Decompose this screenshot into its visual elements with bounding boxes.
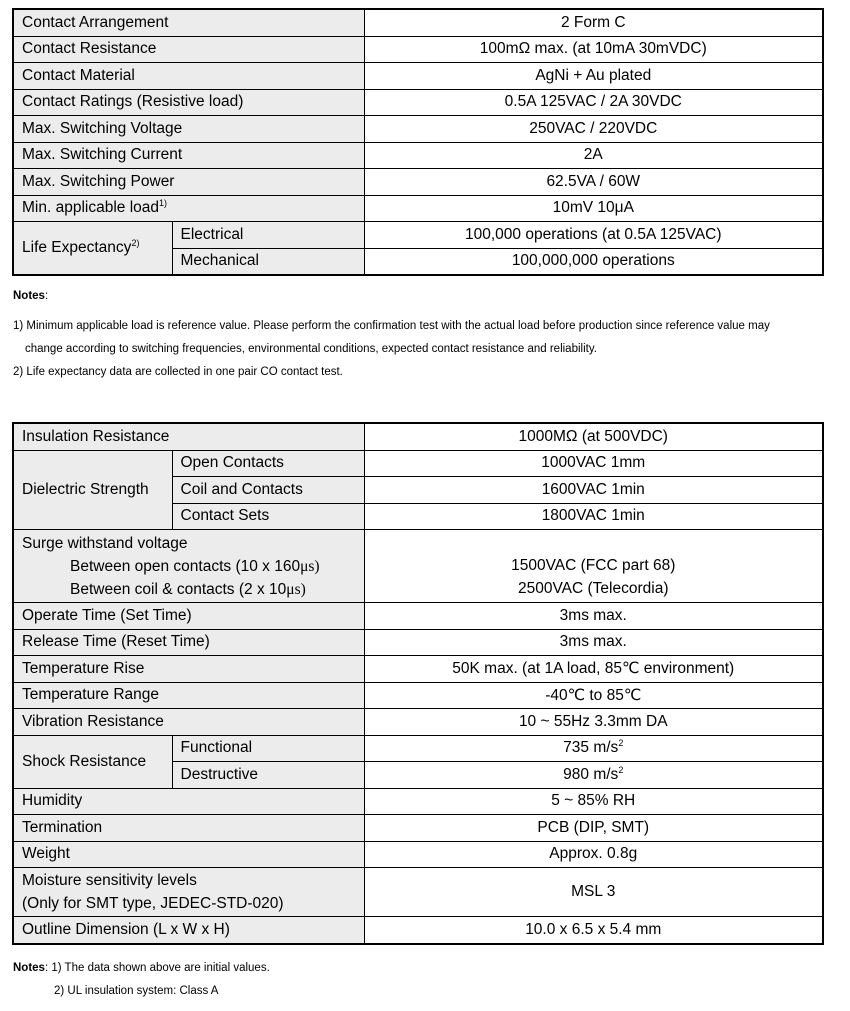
- spec-label: Contact Resistance: [13, 36, 364, 63]
- spec-label-min-load: Min. applicable load$^{1)}$: [13, 195, 364, 222]
- spec-value: 2 Form C: [364, 9, 823, 36]
- table-row: [13, 709, 823, 736]
- spec-label: Operate Time (Set Time): [13, 603, 364, 630]
- spec-value: 3ms max.: [364, 603, 823, 630]
- dielectric-label: Dielectric Strength: [13, 450, 172, 530]
- characteristics-table: [12, 422, 824, 945]
- table-row: [13, 36, 823, 63]
- spec-label: Contact Arrangement: [13, 9, 364, 36]
- spec-label: Weight: [13, 841, 364, 868]
- notes-line-2: 2) UL insulation system: Class A: [54, 985, 219, 997]
- footnote-ref: 1): [159, 198, 168, 209]
- spec-label: Max. Switching Voltage: [13, 116, 364, 143]
- table-row: [13, 63, 823, 90]
- table-row: [13, 195, 823, 222]
- surge-values: [364, 530, 823, 603]
- insulation-label: Insulation Resistance: [13, 423, 364, 450]
- dielectric-value: 1800VAC 1min: [364, 503, 823, 530]
- table-row: [13, 222, 823, 249]
- spec-value: 250VAC / 220VDC: [364, 116, 823, 143]
- outline-label: Outline Dimension (L x W x H): [13, 917, 364, 944]
- spec-label: Vibration Resistance: [13, 709, 364, 736]
- shock-label: Shock Resistance: [13, 735, 172, 788]
- dielectric-value: 1000VAC 1mm: [364, 450, 823, 477]
- spec-value: AgNi + Au plated: [364, 63, 823, 90]
- contact-notes: [13, 285, 823, 384]
- table-row: [13, 656, 823, 683]
- note-1: 1) Minimum applicable load is reference value. Please perform the confirmation test with the actual load before production since reference value may: [13, 320, 770, 332]
- spec-label: Max. Switching Power: [13, 169, 364, 196]
- spec-value: Approx. 0.8g: [364, 841, 823, 868]
- table-row: [13, 169, 823, 196]
- spec-label: Contact Material: [13, 63, 364, 90]
- spec-value: 0.5A 125VAC / 2A 30VDC: [364, 89, 823, 116]
- moisture-label: Moisture sensitivity levels (Only for SMT type, JEDEC-STD-020): [13, 868, 364, 917]
- surge-coil-value: 2500VAC (Telecordia): [518, 580, 669, 597]
- note-2: 2) Life expectancy data are collected in one pair CO contact test.: [13, 366, 343, 378]
- note-1-continued: change according to switching frequencies, environmental conditions, expected contact resistance and reliability.: [25, 343, 597, 355]
- dielectric-sub-label: Coil and Contacts: [172, 477, 364, 504]
- spec-value: PCB (DIP, SMT): [364, 815, 823, 842]
- functional-label: Functional: [172, 735, 364, 762]
- table-row: [13, 788, 823, 815]
- notes-line-1: Notes: 1) The data shown above are initial values.: [13, 962, 270, 974]
- footnote-ref: 2): [131, 237, 140, 248]
- dielectric-sub-label: Contact Sets: [172, 503, 364, 530]
- mechanical-value: 100,000,000 operations: [364, 248, 823, 275]
- spec-value: 10 ~ 55Hz 3.3mm DA: [364, 709, 823, 736]
- mechanical-label: Mechanical: [172, 248, 364, 275]
- spec-value: 2A: [364, 142, 823, 169]
- spec-value: 5 ~ 85% RH: [364, 788, 823, 815]
- characteristics-notes: [13, 957, 823, 1003]
- surge-label: Surge withstand voltage Between open contacts (10 x 160μs) Between coil & contacts (2 x 10μs): [13, 530, 364, 603]
- electrical-label: Electrical: [172, 222, 364, 249]
- table-row: [13, 89, 823, 116]
- destructive-value: 980 $m/s^2$: [364, 762, 823, 789]
- spec-label: Temperature Range: [13, 682, 364, 709]
- table-row: [13, 815, 823, 842]
- surge-open-label: Between open contacts (10 x 160μs): [70, 557, 320, 575]
- table-row: [13, 603, 823, 630]
- contact-specs-table: [12, 8, 824, 276]
- life-expectancy-label: Life Expectancy$^{2)}$: [13, 222, 172, 276]
- spec-label: Temperature Rise: [13, 656, 364, 683]
- table-row: [13, 629, 823, 656]
- table-row: [13, 9, 823, 36]
- table-row: [13, 530, 823, 603]
- surge-open-value: 1500VAC (FCC part 68): [511, 557, 676, 574]
- dielectric-sub-label: Open Contacts: [172, 450, 364, 477]
- spec-value: 3ms max.: [364, 629, 823, 656]
- table-row: [13, 116, 823, 143]
- spec-label: Humidity: [13, 788, 364, 815]
- spec-value: 62.5VA / 60W: [364, 169, 823, 196]
- table-row: [13, 423, 823, 450]
- insulation-value: 1000MΩ (at 500VDC): [364, 423, 823, 450]
- dielectric-value: 1600VAC 1min: [364, 477, 823, 504]
- outline-value: 10.0 x 6.5 x 5.4 mm: [364, 917, 823, 944]
- electrical-value: 100,000 operations (at 0.5A 125VAC): [364, 222, 823, 249]
- spec-label: Termination: [13, 815, 364, 842]
- table-row: [13, 841, 823, 868]
- spec-label: Contact Ratings (Resistive load): [13, 89, 364, 116]
- surge-coil-label: Between coil & contacts (2 x 10μs): [70, 580, 306, 598]
- table-row: [13, 450, 823, 477]
- table-row: [13, 682, 823, 709]
- functional-value: 735 $m/s^2$: [364, 735, 823, 762]
- table-row: [13, 735, 823, 762]
- spec-value: 50K max. (at 1A load, 85℃ environment): [364, 656, 823, 683]
- destructive-label: Destructive: [172, 762, 364, 789]
- moisture-value: MSL 3: [364, 868, 823, 917]
- spec-label: Max. Switching Current: [13, 142, 364, 169]
- spec-value: 100mΩ max. (at 10mA 30mVDC): [364, 36, 823, 63]
- table-row: [13, 868, 823, 917]
- spec-label: Release Time (Reset Time): [13, 629, 364, 656]
- notes-heading: Notes:: [13, 290, 49, 302]
- table-row: [13, 917, 823, 944]
- table-row: [13, 142, 823, 169]
- spec-value: 10mV 10μA: [364, 195, 823, 222]
- spec-value: -40℃ to 85℃: [364, 682, 823, 709]
